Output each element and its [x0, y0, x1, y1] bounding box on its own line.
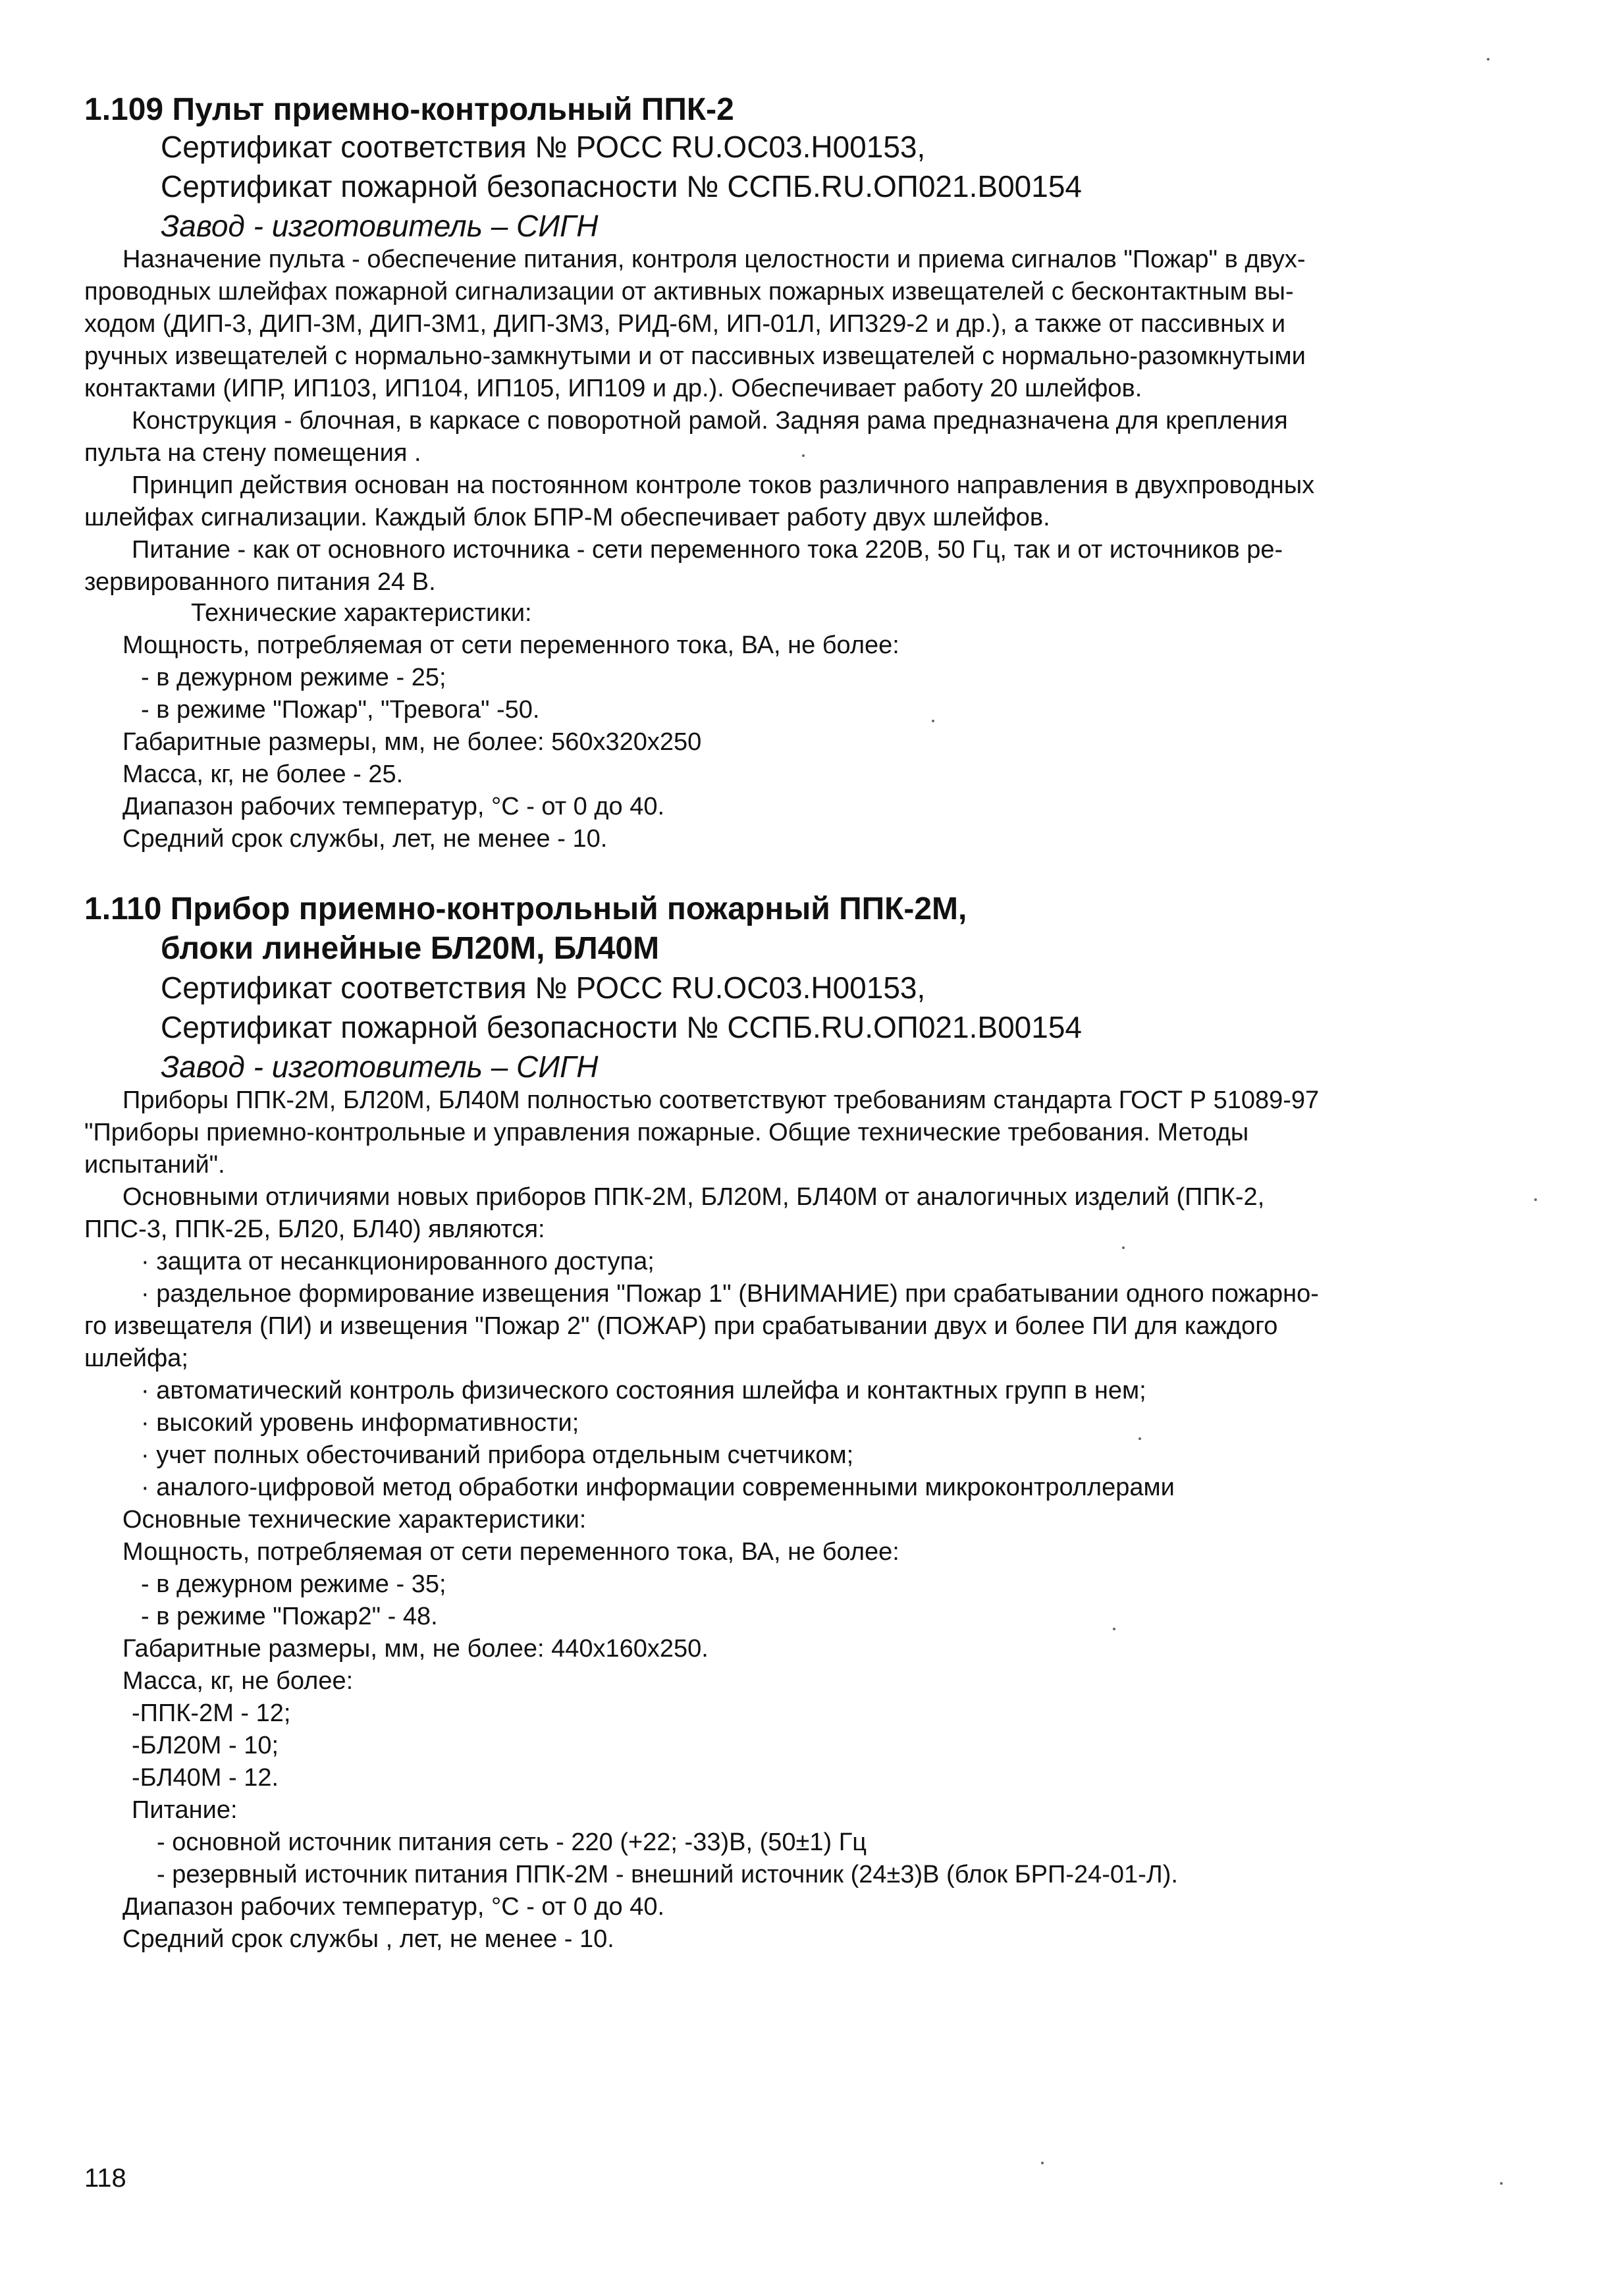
section2-cert2: Сертификат пожарной безопасности № ССПБ.RU.ОП021.В00154 — [161, 1010, 1082, 1044]
section1-line-17: Масса, кг, не более - 25. — [122, 761, 404, 788]
section1-line-13: Мощность, потребляемая от сети переменного тока, ВА, не более: — [122, 631, 899, 659]
scan-speck — [1500, 2182, 1503, 2185]
section2-line-8: го извещателя (ПИ) и извещения "Пожар 2" (ПОЖАР) при срабатывании двух и более ПИ для каждого — [84, 1312, 1278, 1340]
scan-speck — [1113, 1628, 1115, 1630]
section1-line-18: Диапазон рабочих температур, °С - от 0 до 40. — [122, 793, 665, 820]
section1-line-5: контактами (ИПР, ИП103, ИП104, ИП105, ИП109 и др.). Обеспечивает работу 20 шлейфов. — [84, 375, 1142, 402]
section1-line-1: Назначение пульта - обеспечение питания, контроля целостности и приема сигналов "Пожар" в двух- — [122, 246, 1306, 273]
scan-speck — [1139, 1437, 1141, 1440]
section1-title: 1.109 Пульт приемно-контрольный ППК-2 — [84, 92, 734, 127]
section2-title: 1.110 Прибор приемно-контрольный пожарный ППК-2М, — [84, 892, 967, 926]
section2-line-15: Мощность, потребляемая от сети переменного тока, ВА, не более: — [122, 1538, 899, 1566]
section2-line-16: - в дежурном режиме - 35; — [141, 1570, 446, 1598]
section2-line-9: шлейфа; — [84, 1345, 188, 1372]
section2-cert1: Сертификат соответствия № РОСС RU.OC03.H00153, — [161, 971, 926, 1005]
section1-line-10: Питание - как от основного источника - сети переменного тока 220В, 50 Гц, так и от источников ре- — [132, 536, 1283, 564]
scan-speck — [1041, 2162, 1044, 2164]
section2-line-17: - в режиме "Пожар2" - 48. — [141, 1603, 438, 1630]
section1-cert2: Сертификат пожарной безопасности № ССПБ.RU.ОП021.В00154 — [161, 169, 1082, 203]
section1-line-8: Принцип действия основан на постоянном контроле токов различного направления в двухпроводных — [132, 471, 1315, 499]
section2-line-4: Основными отличиями новых приборов ППК-2М, БЛ20М, БЛ40М от аналогичных изделий (ППК-2, — [122, 1183, 1265, 1211]
section2-line-25: - резервный источник питания ППК-2М - внешний источник (24±3)В (блок БРП-24-01-Л). — [157, 1861, 1178, 1888]
scan-speck — [802, 454, 805, 457]
section2-line-24: - основной источник питания сеть - 220 (+22; -33)В, (50±1) Гц — [157, 1829, 867, 1856]
section1-line-19: Средний срок службы, лет, не менее - 10. — [122, 825, 608, 853]
scan-speck — [1122, 1246, 1125, 1249]
section2-line-7: · раздельное формирование извещения "Пожар 1" (ВНИМАНИЕ) при срабатывании одного пожарно- — [141, 1280, 1319, 1308]
section2-line-11: · высокий уровень информативности; — [141, 1409, 579, 1437]
section2-line-13: · аналого-цифровой метод обработки информации современными микроконтроллерами — [141, 1474, 1175, 1501]
section2-line-21: -БЛ20М - 10; — [132, 1732, 279, 1759]
section2-line-22: -БЛ40М - 12. — [132, 1764, 279, 1792]
section2-line-2: "Приборы приемно-контрольные и управления пожарные. Общие технические требования. Методы — [84, 1119, 1249, 1146]
section2-line-23: Питание: — [132, 1796, 238, 1824]
section2-line-10: · автоматический контроль физического состояния шлейфа и контактных групп в нем; — [141, 1377, 1146, 1404]
section2-manufacturer: Завод - изготовитель – СИГН — [161, 1050, 599, 1084]
section2-line-27: Средний срок службы , лет, не менее - 10. — [122, 1925, 614, 1953]
section1-cert1: Сертификат соответствия № РОСС RU.OC03.H00153, — [161, 130, 926, 164]
section2-line-6: · защита от несанкционированного доступа; — [141, 1248, 655, 1275]
scan-speck — [1487, 58, 1489, 61]
section1-manufacturer: Завод - изготовитель – СИГН — [161, 209, 599, 243]
section2-line-14: Основные технические характеристики: — [122, 1506, 587, 1534]
section1-line-16: Габаритные размеры, мм, не более: 560х320х250 — [122, 728, 702, 756]
section2-line-19: Масса, кг, не более: — [122, 1667, 354, 1695]
section2-line-20: -ППК-2М - 12; — [132, 1699, 291, 1727]
section1-line-2: проводных шлейфах пожарной сигнализации от активных пожарных извещателей с бесконтактным вы- — [84, 278, 1294, 306]
section1-line-4: ручных извещателей с нормально-замкнутыми и от пассивных извещателей с нормально-разомкнутыми — [84, 342, 1306, 370]
section2-line-12: · учет полных обесточиваний прибора отдельным счетчиком; — [141, 1441, 854, 1469]
section2-line-5: ППС-3, ППК-2Б, БЛ20, БЛ40) являются: — [84, 1215, 545, 1243]
section1-line-14: - в дежурном режиме - 25; — [141, 664, 446, 691]
section1-line-12: Технические характеристики: — [191, 599, 532, 627]
scan-speck — [1534, 1198, 1537, 1201]
section2-line-26: Диапазон рабочих температур, °С - от 0 до 40. — [122, 1893, 665, 1921]
section2-line-1: Приборы ППК-2М, БЛ20М, БЛ40М полностью соответствуют требованиям стандарта ГОСТ Р 51089-97 — [122, 1086, 1320, 1114]
section2-title-line2: блоки линейные БЛ20М, БЛ40М — [161, 931, 660, 966]
section1-line-9: шлейфах сигнализации. Каждый блок БПР-М обеспечивает работу двух шлейфов. — [84, 504, 1050, 531]
section1-line-7: пульта на стену помещения . — [84, 439, 421, 467]
section2-line-18: Габаритные размеры, мм, не более: 440х160х250. — [122, 1635, 709, 1663]
page-number: 118 — [84, 2164, 126, 2193]
section1-line-15: - в режиме "Пожар", "Тревога" -50. — [141, 696, 540, 724]
section1-line-3: ходом (ДИП-3, ДИП-3М, ДИП-3М1, ДИП-3М3, РИД-6М, ИП-01Л, ИП329-2 и др.), а также от пассивных и — [84, 310, 1286, 338]
scan-speck — [932, 720, 934, 722]
section2-line-3: испытаний". — [84, 1151, 225, 1179]
section1-line-11: зервированного питания 24 В. — [84, 568, 436, 596]
section1-line-6: Конструкция - блочная, в каркасе с поворотной рамой. Задняя рама предназначена для крепления — [132, 407, 1288, 435]
